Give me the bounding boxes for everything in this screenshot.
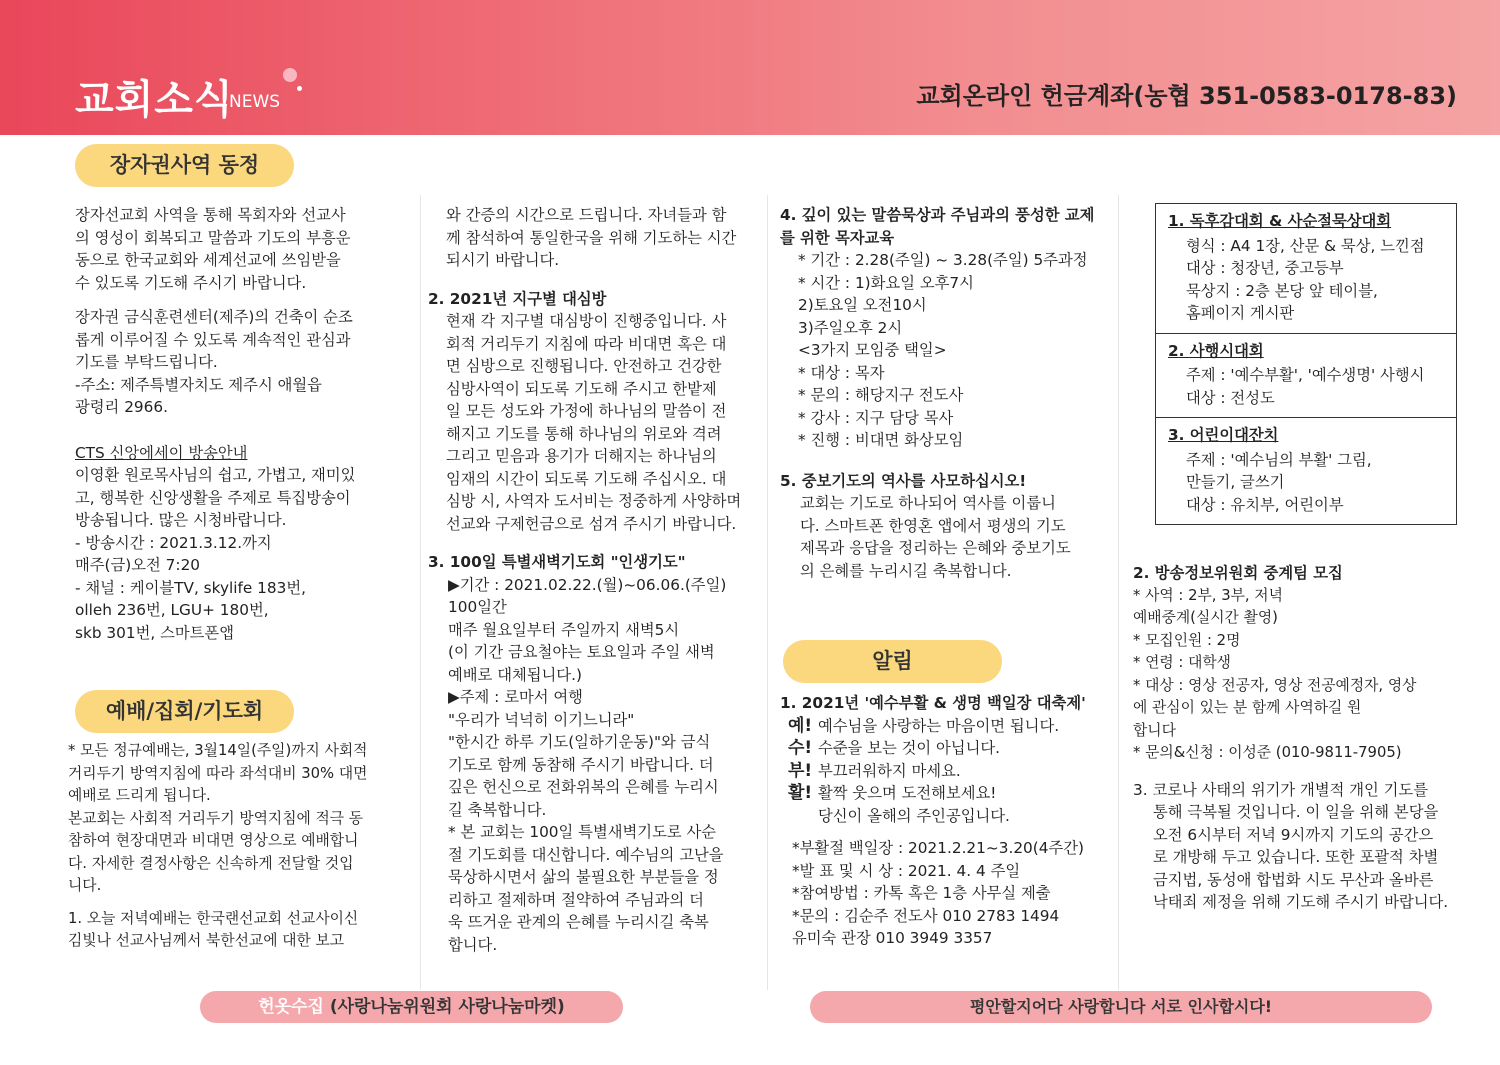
- section-heading-jangja: 장자권사역 동정: [75, 144, 294, 187]
- acrostic-line: [780, 805, 1115, 828]
- easter-contest-title: 1. 2021년 '예수부활 & 생명 백일장 대축제': [780, 694, 1086, 712]
- column-3: [780, 204, 1115, 582]
- acrostic-contest-title: 2. 사행시대회: [1168, 341, 1264, 360]
- broadcast-team-text: * 사역 : 2부, 3부, 저녁 예배중계(실시간 촬영) * 모집인원 : 2명 * 연령 : 대학생 * 대상 : 영상 전공자, 영상 전공예정자, 영상 에 관심이 있는 분 함께 사역하길 원 합니다 * 문의&신청 : 이성준 (010-9811-7905): [1133, 586, 1417, 761]
- clothes-collection-org: (사랑나눔위원회 사랑나눔마켓): [323, 997, 565, 1017]
- section-heading-notice: 알림: [783, 640, 1002, 683]
- column-divider: [420, 195, 421, 990]
- shepherd-training-title: 4. 깊이 있는 말씀묵상과 주님과의 풍성한 교제 를 위한 목자교육: [780, 206, 1095, 247]
- intercession-title: 5. 중보기도의 역사를 사모하십시오!: [780, 471, 1027, 490]
- acrostic-value: 당신이 올해의 주인공입니다.: [818, 806, 1010, 825]
- offering-account: 교회온라인 헌금계좌(농협 351-0583-0178-83): [916, 82, 1457, 110]
- news-label: NEWS: [229, 92, 281, 112]
- decor-dot-icon: [283, 68, 297, 82]
- acrostic-value: 부끄러워하지 마세요.: [818, 761, 961, 780]
- acrostic-line: [780, 737, 1115, 760]
- continued-text: 와 간증의 시간으로 드립니다. 자녀들과 함 께 참석하여 통일한국을 위해 기도하는 시간 되시기 바랍니다.: [446, 206, 737, 269]
- acrostic-key: 예!: [788, 715, 813, 736]
- visitation-text: 현재 각 지구별 대심방이 진행중입니다. 사 회적 거리두기 지침에 따라 비대면 혹은 대 면 심방으로 진행됩니다. 안전하고 건강한 심방사역이 되도록 기도해 주시고 한밭제 일 모든 성도와 가정에 하나님의 말씀이 전 해지고 기도를 통해 하나님의 위로와 격려 그리고 믿음과 용기가 더해지는 하나님의 임재의 시간이 되도록 기도해 주십시오. 대 심방 시, 사역자 도서비는 정중하게 사양하며 선교와 구제헌금으로 섬겨 주시기 바랍니다.: [446, 312, 742, 533]
- shepherd-training-text: * 기간 : 2.28(주일) ~ 3.28(주일) 5주과정 * 시간 : 1)화요일 오후7시 2)토요일 오전10시 3)주일오후 2시 <3가지 모임중 택일> * 대상 : 목자 * 문의 : 해당지구 전도사 * 강사 : 지구 담당 목사 * 진행 : 비대면 화상모임: [798, 251, 1088, 449]
- covid-prayer-text: 통해 극복될 것입니다. 이 일을 위해 본당을 오전 6시부터 저녁 9시까지 기도의 공간으 로 개방해 두고 있습니다. 또한 포괄적 차별 금지법, 동성애 합법화 시도 무산과 올바른 낙태죄 제정을 위해 기도해 주시기 바랍니다.: [1153, 803, 1449, 911]
- header-banner: [0, 0, 1500, 135]
- column-3-notice: [780, 692, 1115, 950]
- decor-small-dot-icon: [297, 86, 302, 91]
- acrostic-key: 활!: [788, 783, 813, 803]
- cts-broadcast-text: 이영환 원로목사님의 쉽고, 가볍고, 재미있 고, 행복한 신앙생활을 주제로 특집방송이 방송됩니다. 많은 시청바랍니다. - 방송시간 : 2021.3.12.까지 매주(금)오전 7:20 - 채널 : 케이블TV, skylife 183번, olleh 236번, LGU+ 180번, skb 301번, 스마트폰앱: [75, 466, 356, 642]
- column-2: [428, 204, 760, 956]
- reading-contest-text: 형식 : A4 1장, 산문 & 묵상, 느낀점 대상 : 청장년, 중고등부 묵상지 : 2층 본당 앞 테이블, 홈페이지 게시판: [1186, 236, 1425, 322]
- acrostic-value: 수준을 보는 것이 아닙니다.: [818, 739, 1000, 757]
- children-festival-text: 주제 : '예수님의 부활' 그림, 만들기, 글쓰기 대상 : 유치부, 어린이부: [1186, 450, 1372, 514]
- acrostic-line: [780, 715, 1115, 738]
- dawn-prayer-title: 3. 100일 특별새벽기도회 "인생기도": [428, 553, 686, 571]
- children-festival-title: 3. 어린이대잔치: [1168, 426, 1279, 444]
- page-title: 교회소식: [75, 77, 234, 123]
- column-4: [1133, 562, 1468, 914]
- reading-contest-section: [1156, 204, 1456, 334]
- worship-notice-text: * 모든 정규예배는, 3월14일(주일)까지 사회적 거리두기 방역지침에 따라 좌석대비 30% 대면 예배로 드리게 됩니다. 본교회는 사회적 거리두기 방역지침에 적극 동 참하여 현장대면과 비대면 영상으로 예배합니 다. 자세한 결정사항은 신속하게 전달할 것입 니다.: [68, 742, 368, 894]
- visitation-title: 2. 2021년 지구별 대심방: [428, 289, 607, 308]
- column-divider: [1118, 195, 1119, 990]
- column-1: [75, 204, 410, 644]
- reading-contest-title: 1. 독후감대회 & 사순절묵상대회: [1168, 212, 1392, 230]
- acrostic-value: 활짝 웃으며 도전해보세요!: [818, 784, 997, 802]
- dawn-prayer-text: ▶기간 : 2021.02.22.(월)~06.06.(주일) 100일간 매주 월요일부터 주일까지 새벽5시 (이 기간 금요철야는 토요일과 주일 새벽 예배로 대체됩니다.) ▶주제 : 로마서 여행 "우리가 넉넉히 이기느니라" "한시간 하루 기도(일하기운동)"와 금식 기도로 함께 동참해 주시기 바랍니다. 더 깊은 헌신으로 전화위복의 은혜를 누리시 길 축복합니다. * 본 교회는 100일 특별새벽기도로 사순 절 기도회를 대신합니다. 예수님의 고난을 묵상하시면서 삶의 불필요한 부분들을 정 리하고 절제하며 절약하여 주님과의 더 욱 뜨거운 관계의 은혜를 누리시길 축복 합니다.: [448, 575, 727, 954]
- acrostic-key: 수!: [788, 738, 813, 758]
- clothes-collection-label: 헌옷수집: [258, 997, 324, 1017]
- intercession-text: 교회는 기도로 하나되어 역사를 이룹니 다. 스마트폰 한영혼 앱에서 평생의 기도 제목과 응답을 정리하는 은혜와 중보기도 의 은혜를 누리시길 축복합니다.: [800, 494, 1071, 580]
- acrostic-line: [780, 782, 1115, 805]
- column-1-worship: [68, 740, 413, 953]
- acrostic-line: [780, 760, 1115, 783]
- fasting-center-text: 장자권 금식훈련센터(제주)의 건축이 순조 롭게 이루어질 수 있도록 계속적인 관심과 기도를 부탁드립니다. -주소: 제주특별자치도 제주시 애월읍 광령리 2966.: [75, 308, 353, 416]
- children-festival-section: [1156, 418, 1456, 524]
- clothes-collection-banner: [200, 991, 623, 1023]
- easter-contest-details: *부활절 백일장 : 2021.2.21~3.20(4주간) *발 표 및 시 상 : 2021. 4. 4 주일 *참여방법 : 카톡 혹은 1층 사무실 제출 *문의 : 김순주 전도사 010 2783 1494 유미숙 관장 010 3949 3357: [792, 839, 1085, 947]
- contest-box: [1155, 203, 1457, 525]
- acrostic-contest-section: [1156, 334, 1456, 419]
- acrostic-key: 부!: [788, 760, 813, 781]
- broadcast-team-title: 2. 방송정보위원회 중계팀 모집: [1133, 564, 1343, 582]
- acrostic-key: [780, 805, 818, 828]
- jangja-prayer-text: 장자선교회 사역을 통해 목회자와 선교사 의 영성이 회복되고 말씀과 기도의 부흥운 동으로 한국교회와 세계선교에 쓰임받을 수 있도록 기도해 주시기 바랍니다.: [75, 206, 351, 292]
- evening-worship-text: 1. 오늘 저녁예배는 한국랜선교회 선교사이신 김빛나 선교사님께서 북한선교에 대한 보고: [68, 909, 359, 949]
- covid-prayer-title: 3. 코로나 사태의 위기가 개별적 개인 기도를: [1133, 780, 1428, 799]
- acrostic-value: 예수님을 사랑하는 마음이면 됩니다.: [818, 716, 1060, 735]
- greeting-banner: 평안할지어다 사랑합니다 서로 인사합시다!: [810, 991, 1432, 1023]
- section-heading-worship: 예배/집회/기도회: [75, 690, 294, 733]
- acrostic-contest-text: 주제 : '예수부활', '예수생명' 사행시 대상 : 전성도: [1186, 366, 1425, 407]
- column-divider: [767, 195, 768, 990]
- cts-broadcast-title: CTS 신앙에세이 방송안내: [75, 443, 248, 462]
